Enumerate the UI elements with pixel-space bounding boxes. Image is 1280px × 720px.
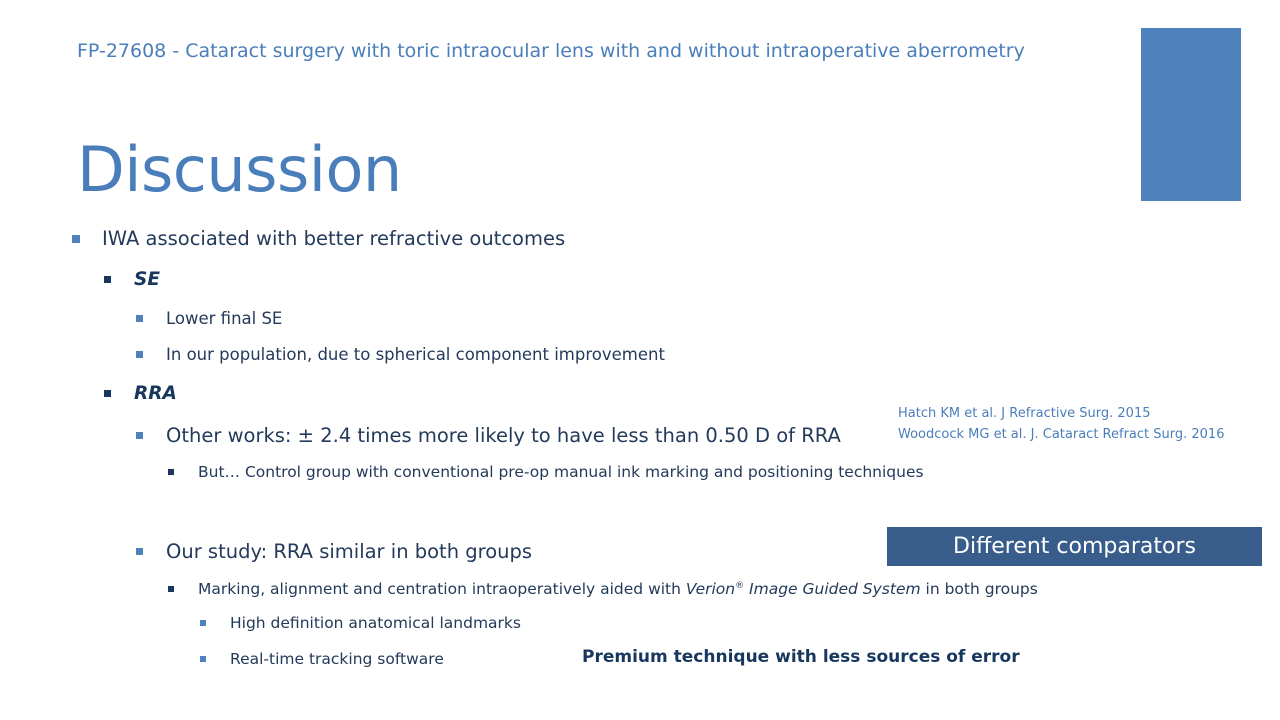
- square-bullet-icon: [104, 276, 111, 283]
- slide-title: Discussion: [77, 133, 402, 206]
- callout-box: Different comparators: [887, 527, 1262, 566]
- bullet-other-works: [166, 424, 841, 447]
- bullet-text: IWA associated with better refractive outcomes: [102, 227, 566, 250]
- bullet-text-pre: Marking, alignment and centration intraoperatively aided with: [198, 580, 686, 598]
- bullet-text: RRA: [134, 383, 177, 404]
- bullet-text: Real-time tracking software: [230, 650, 444, 668]
- bullet-iwa: [102, 227, 565, 250]
- reference-hatch: Hatch KM et al. J Refractive Surg. 2015: [898, 406, 1151, 421]
- bullet-tracking: [230, 650, 444, 668]
- highlight-text: Premium technique with less sources of error: [582, 647, 1020, 667]
- bullet-rra: [134, 383, 177, 404]
- bullet-landmarks: [230, 614, 521, 632]
- square-bullet-icon: [136, 351, 143, 358]
- bullet-lower-se: [166, 309, 282, 328]
- bullet-text: SE: [134, 269, 160, 290]
- square-bullet-icon: [168, 586, 174, 592]
- square-bullet-icon: [136, 315, 143, 322]
- bullet-control-group: [198, 463, 924, 481]
- reference-woodcock: Woodcock MG et al. J. Cataract Refract Surg. 2016: [898, 427, 1225, 442]
- square-bullet-icon: [168, 469, 174, 475]
- bullet-text: High definition anatomical landmarks: [230, 614, 521, 632]
- bullet-text: Other works: ± 2.4 times more likely to have less than 0.50 D of RRA: [166, 424, 841, 447]
- square-bullet-icon: [200, 656, 206, 662]
- square-bullet-icon: [104, 390, 111, 397]
- bullet-text: But… Control group with conventional pre-op manual ink marking and positioning techniques: [198, 463, 924, 481]
- slide-header: FP-27608 - Cataract surgery with toric intraocular lens with and without intraoperative aberrometry: [77, 40, 1025, 62]
- bullet-text: [198, 580, 1038, 598]
- bullet-text-post: in both groups: [920, 580, 1038, 598]
- system-name: Image Guided System: [744, 580, 921, 598]
- bullet-text: In our population, due to spherical component improvement: [166, 345, 665, 364]
- square-bullet-icon: [72, 235, 80, 243]
- references: [898, 403, 1224, 445]
- accent-block: [1141, 28, 1241, 201]
- bullet-marking: [198, 580, 1038, 598]
- bullet-our-study: [166, 540, 532, 563]
- verion-name: Verion: [685, 580, 736, 598]
- registered-mark: ®: [735, 580, 745, 591]
- bullet-text: Lower final SE: [166, 309, 283, 328]
- bullet-text: Our study: RRA similar in both groups: [166, 540, 533, 563]
- square-bullet-icon: [200, 620, 206, 626]
- square-bullet-icon: [136, 548, 143, 555]
- square-bullet-icon: [136, 432, 143, 439]
- bullet-population: [166, 345, 665, 364]
- bullet-se: [134, 269, 160, 290]
